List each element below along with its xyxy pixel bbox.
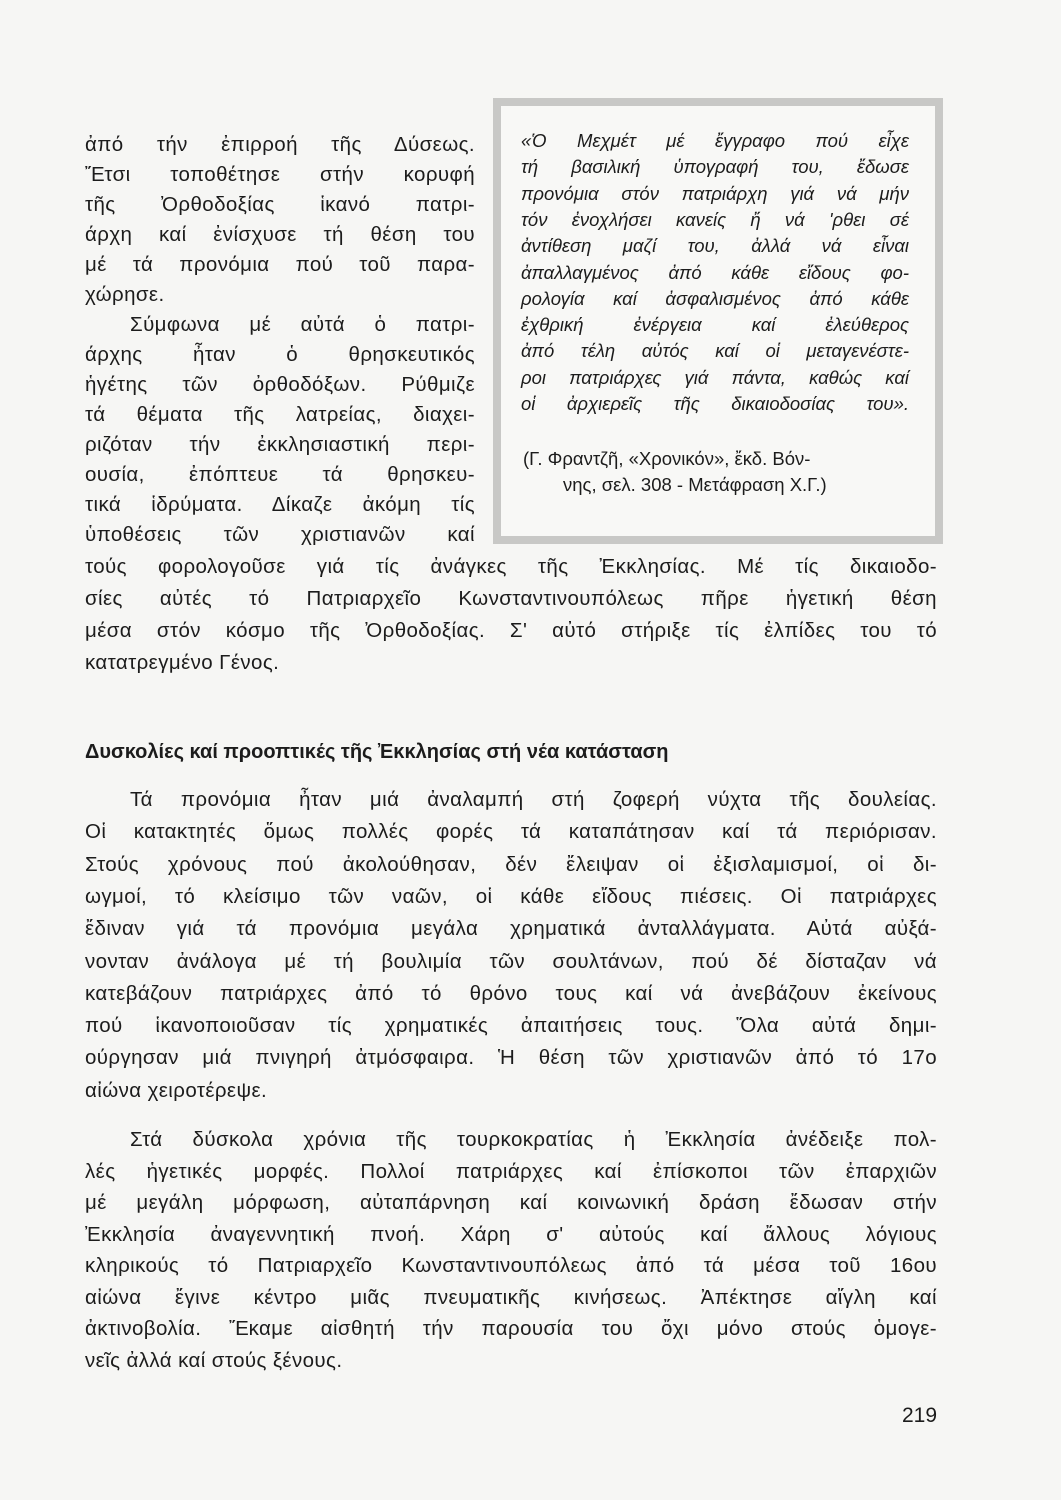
text-line: κατατρεγμένο Γένος. — [85, 651, 280, 674]
quote-line: ἀπό τέλη αὐτός καί οἱ μεταγενέστε- — [521, 340, 909, 362]
text-line: ἀκτινοβολία. Ἔκαμε αἰσθητή τήν παρουσία του ὄχι μόνο στούς ὁμογε- — [85, 1317, 937, 1340]
quote-line: ἀπαλλαγμένος ἀπό κάθε εἴδους φο- — [521, 261, 909, 283]
text-line: ριζόταν τήν ἐκκλησιαστική περι- — [85, 433, 475, 456]
source-line: (Γ. Φραντζῆ, «Χρονικόν», ἔκδ. Βόν- — [523, 448, 811, 469]
text-line: νεῖς ἀλλά καί στούς ξένους. — [85, 1348, 343, 1372]
text-line: τούς φορολογοῦσε γιά τίς ἀνάγκες τῆς Ἐκκλησίας. Μέ τίς δικαιοδο- — [85, 555, 937, 578]
quote-line: τόν ἐνοχλήσει κανείς ἤ νά 'ρθει σέ — [521, 208, 909, 230]
text-line: Οἱ κατακτητές ὅμως πολλές φορές τά καταπάτησαν καί τά περιόρισαν. — [85, 820, 937, 844]
text-line: τά θέματα τῆς λατρείας, διαχει- — [85, 403, 475, 426]
text-line: κατεβάζουν πατριάρχες ἀπό τό θρόνο τους καί νά ἀνεβάζουν ἐκείνους — [85, 981, 937, 1005]
text-line: μέ μεγάλη μόρφωση, αὐταπάρνηση καί κοινωνική δράση ἔδωσαν στήν — [85, 1191, 937, 1214]
text-line: αἰώνα ἔγινε κέντρο μιᾶς πνευματικῆς κινήσεως. Ἀπέκτησε αἴγλη καί — [85, 1285, 937, 1309]
quote-line: προνόμια στόν πατριάρχη γιά νά μήν — [521, 182, 909, 204]
section-heading: Δυσκολίες καί προοπτικές τῆς Ἐκκλησίας στή νέα κατάσταση — [85, 741, 669, 763]
text-line: κληρικούς τό Πατριαρχεῖο Κωνσταντινουπόλεως ἀπό τά μέσα τοῦ 16ου — [85, 1254, 937, 1277]
text-line: άρχης ἦταν ὁ θρησκευτικός — [85, 343, 475, 366]
text-line: ωγμοί, τό κλείσιμο τῶν ναῶν, οἱ κάθε εἴδους πιέσεις. Οἱ πατριάρχες — [85, 884, 937, 908]
text-line: αἰώνα χειροτέρεψε. — [85, 1078, 268, 1102]
text-line: Σύμφωνα μέ αὐτά ὁ πατρι- — [130, 313, 475, 336]
text-line: ουσία, ἐπόπτευε τά θρησκευ- — [85, 463, 475, 486]
text-line: ἡγέτης τῶν ὀρθοδόξων. Ρύθμιζε — [85, 373, 475, 396]
text-line: Στά δύσκολα χρόνια τῆς τουρκοκρατίας ἡ Ἐκκλησία ἀνέδειξε πολ- — [130, 1128, 937, 1151]
text-line: ούργησαν μιά πνιγηρή ἀτμόσφαιρα. Ἡ θέση τῶν χριστιανῶν ἀπό τό 17ο — [85, 1046, 937, 1070]
quote-line: οἱ ἀρχιερεῖς τῆς δικαιοδοσίας του». — [521, 393, 909, 414]
text-line: Ἐκκλησία ἀναγεννητική πνοή. Χάρη σ' αὐτούς καί ἄλλους λόγιους — [85, 1222, 937, 1246]
text-line: Στούς χρόνους πού ἀκολούθησαν, δέν ἔλειψαν οἱ ἐξισλαμισμοί, οἱ δι- — [85, 852, 937, 876]
text-line: νονταν ἀνάλογα μέ τή βουλιμία τῶν σουλτάνων, πού δέ δίσταζαν νά — [85, 949, 937, 973]
text-line: τῆς Ὀρθοδοξίας ἱκανό πατρι- — [85, 193, 475, 216]
text-line: σίες αὐτές τό Πατριαρχεῖο Κωνσταντινουπόλεως πῆρε ἡγετική θέση — [85, 587, 937, 610]
quote-line: «Ὁ Μεχμέτ μέ ἔγγραφο πού εἶχε — [521, 130, 909, 151]
quote-box — [493, 98, 943, 544]
text-line: Ἔτσι τοποθέτησε στήν κορυφή — [85, 163, 475, 186]
text-line: Τά προνόμια ἦταν μιά ἀναλαμπή στή ζοφερή νύχτα τῆς δουλείας. — [130, 788, 937, 811]
text-line: πού ἱκανοποιοῦσαν τίς χρηματικές ἀπαιτήσεις τους. Ὅλα αὐτά δημι- — [85, 1014, 937, 1038]
text-line: μέ τά προνόμια πού τοῦ παρα- — [85, 253, 475, 276]
text-line: μέσα στόν κόσμο τῆς Ὀρθοδοξίας. Σ' αὐτό στήριξε τίς ἐλπίδες του τό — [85, 619, 937, 642]
quote-line: ροι πατριάρχες γιά πάντα, καθώς καί — [521, 366, 909, 388]
text-line: ἔδιναν γιά τά προνόμια μεγάλα χρηματικά ἀνταλλάγματα. Αὐτά αὐξά- — [85, 917, 937, 941]
quote-line: ἐχθρική ἐνέργεια καί ἐλεύθερος — [521, 314, 909, 336]
text-line: λές ἡγετικές μορφές. Πολλοί πατριάρχες καί ἐπίσκοποι τῶν ἐπαρχιῶν — [85, 1159, 937, 1183]
text-line: χώρησε. — [85, 283, 165, 306]
text-line: ἀπό τήν ἐπιρροή τῆς Δύσεως. — [85, 133, 475, 156]
page-number: 219 — [902, 1404, 938, 1427]
text-line: ὑποθέσεις τῶν χριστιανῶν καί — [85, 523, 475, 546]
quote-line: ἀντίθεση μαζί του, ἀλλά νά εἶναι — [521, 235, 909, 257]
quote-line: τή βασιλική ὑπογραφή του, ἔδωσε — [521, 156, 909, 178]
text-line: τικά ἱδρύματα. Δίκαζε ἀκόμη τίς — [85, 493, 475, 516]
text-line: άρχη καί ἐνίσχυσε τή θέση του — [85, 223, 475, 246]
source-line: νης, σελ. 308 - Μετάφραση Χ.Γ.) — [563, 474, 827, 495]
quote-line: ρολογία καί ἀσφαλισμένος ἀπό κάθε — [521, 287, 909, 309]
